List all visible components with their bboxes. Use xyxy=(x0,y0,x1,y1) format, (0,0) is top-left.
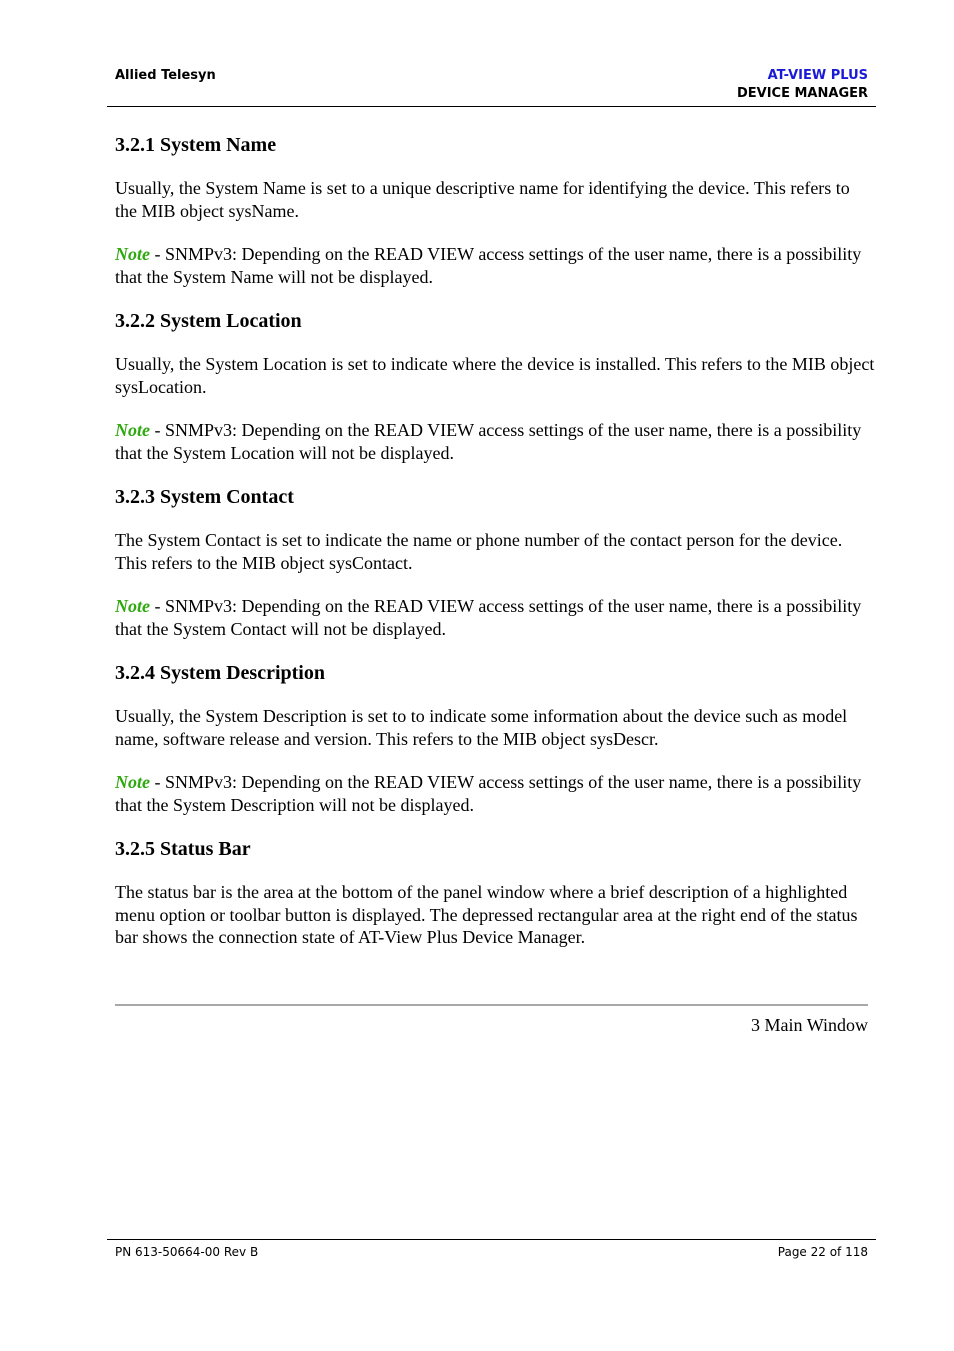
note-paragraph xyxy=(115,419,875,464)
section-status-bar xyxy=(115,837,875,949)
section-system-location xyxy=(115,309,875,464)
section-body: Usually, the System Location is set to indicate where the device is installed. This refers to the MIB object sysLocation. xyxy=(115,354,875,397)
section-heading: 3.2.5 Status Bar xyxy=(115,838,251,860)
footer-part-number: PN 613-50664-00 Rev B xyxy=(115,1245,259,1259)
section-body: The status bar is the area at the bottom of the panel window where a brief description of a highlighted menu option or toolbar button is displayed. The depressed rectangular area at the right end of the status bar shows the connection state of AT-View Plus Device Manager. xyxy=(115,882,858,947)
section-system-name xyxy=(115,133,875,288)
header-company: Allied Telesyn xyxy=(115,68,216,83)
header-module: DEVICE MANAGER xyxy=(736,86,868,101)
note-paragraph xyxy=(115,771,875,816)
chapter-label: 3 Main Window xyxy=(751,1015,868,1035)
note-paragraph xyxy=(115,243,875,288)
section-system-description xyxy=(115,661,875,816)
content-divider xyxy=(115,1004,868,1006)
note-label: Note xyxy=(115,244,150,264)
section-heading: 3.2.4 System Description xyxy=(115,662,325,684)
page-content xyxy=(115,133,875,970)
section-heading: 3.2.3 System Contact xyxy=(115,486,294,508)
section-body: Usually, the System Description is set to to indicate some information about the device such as model name, software release and version. This refers to the MIB object sysDescr. xyxy=(115,706,848,749)
header-product: AT-VIEW PLUS xyxy=(767,68,868,83)
header-title-block xyxy=(737,67,868,103)
footer-divider xyxy=(107,1239,876,1240)
header-divider xyxy=(107,106,876,107)
section-heading: 3.2.2 System Location xyxy=(115,310,302,332)
note-paragraph xyxy=(115,595,875,640)
note-text: - SNMPv3: Depending on the READ VIEW access settings of the user name, there is a possibility that the System Location will not be displayed. xyxy=(115,420,862,463)
note-label: Note xyxy=(115,772,150,792)
section-system-contact xyxy=(115,485,875,640)
footer-page-number: Page 22 of 118 xyxy=(777,1245,868,1259)
section-heading: 3.2.1 System Name xyxy=(115,134,277,156)
note-text: - SNMPv3: Depending on the READ VIEW access settings of the user name, there is a possibility that the System Description will not be displayed. xyxy=(115,772,862,815)
note-label: Note xyxy=(115,420,150,440)
section-body: Usually, the System Name is set to a unique descriptive name for identifying the device. This refers to the MIB object sysName. xyxy=(115,178,850,221)
note-label: Note xyxy=(115,596,150,616)
section-body: The System Contact is set to indicate the name or phone number of the contact person for the device. This refers to the MIB object sysContact. xyxy=(115,530,843,573)
note-text: - SNMPv3: Depending on the READ VIEW access settings of the user name, there is a possibility that the System Name will not be displayed. xyxy=(115,244,862,287)
note-text: - SNMPv3: Depending on the READ VIEW access settings of the user name, there is a possibility that the System Contact will not be displayed. xyxy=(115,596,862,639)
